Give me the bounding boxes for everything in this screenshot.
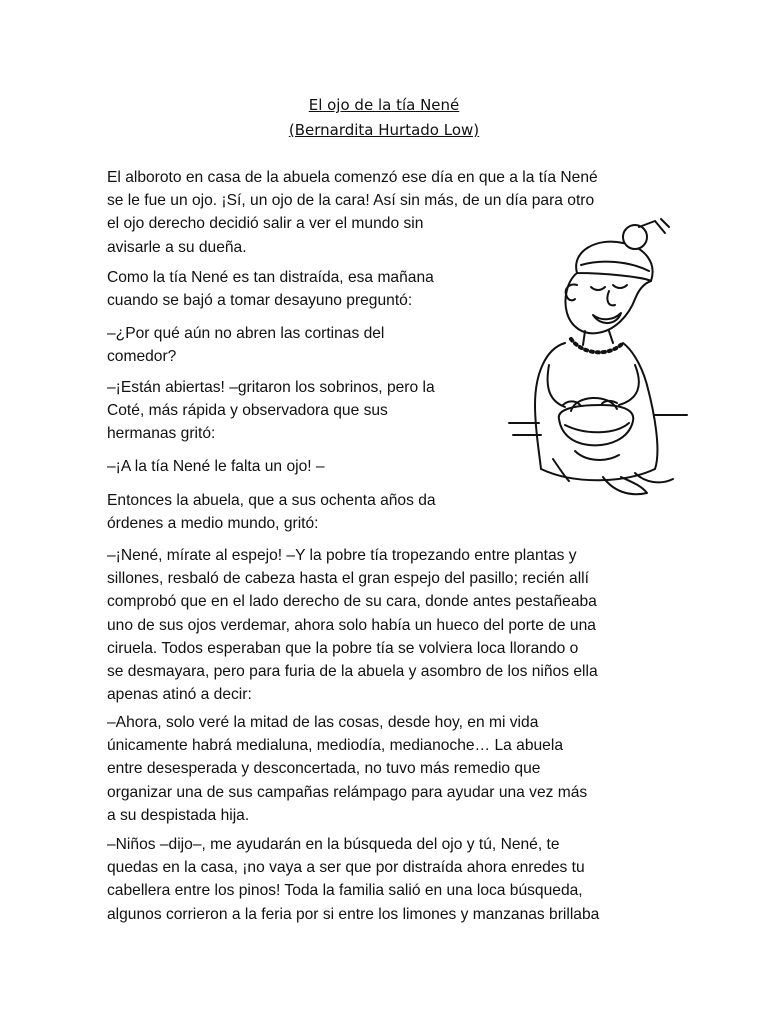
paragraph-8 — [107, 711, 587, 827]
text-line: el ojo derecho decidió salir a ver el mundo sin — [107, 215, 424, 233]
text-line: órdenes a medio mundo, gritó: — [107, 515, 319, 533]
text-line: cuando se bajó a tomar desayuno preguntó: — [107, 292, 413, 310]
text-line: –¿Por qué aún no abren las cortinas del — [107, 325, 385, 342]
text-line: quedas en la casa, ¡no vaya a ser que por distraída ahora enredes tu — [107, 859, 585, 877]
paragraph-2 — [107, 266, 434, 312]
text-line: –¡A la tía Nené le falta un ojo! – — [107, 458, 325, 475]
text-line: apenas atinó a decir: — [107, 686, 252, 704]
text-line: –Ahora, solo veré la mitad de las cosas, desde hoy, en mi vida — [107, 714, 539, 731]
text-line: a su despistada hija. — [107, 806, 250, 824]
text-line: comprobó que en el lado derecho de su cara, donde antes pestañeaba — [107, 593, 597, 611]
text-line: –¡Están abiertas! –gritaron los sobrinos, pero la — [107, 379, 435, 396]
paragraph-7 — [107, 544, 598, 706]
text-line: Como la tía Nené es tan distraída, esa mañana — [107, 269, 434, 286]
text-line: ciruela. Todos esperaban que la pobre tía se volviera loca llorando o — [107, 639, 579, 657]
aunt-illustration — [505, 215, 690, 515]
text-line: únicamente habrá medialuna, mediodía, medianoche… La abuela — [107, 737, 563, 755]
text-line: –¡Nené, mírate al espejo! –Y la pobre tía tropezando entre plantas y — [107, 547, 577, 564]
text-line: avisarle a su dueña. — [107, 238, 247, 256]
text-line: se le fue un ojo. ¡Sí, un ojo de la cara! Así sin más, de un día para otro — [107, 192, 595, 210]
document-title: El ojo de la tía Nené — [308, 96, 460, 114]
text-line: Coté, más rápida y observadora que sus — [107, 402, 388, 420]
text-line: organizar una de sus campañas relámpago para ayudar una vez más — [107, 783, 588, 801]
document-author: (Bernardita Hurtado Low) — [288, 121, 480, 139]
paragraph-3 — [107, 322, 384, 368]
paragraph-5 — [107, 455, 325, 478]
text-line: entre desesperada y desconcertada, no tuvo más remedio que — [107, 760, 541, 778]
text-line: El alboroto en casa de la abuela comenzó ese día en que a la tía Nené — [107, 169, 598, 186]
text-line: algunos corrieron a la feria por si entre los limones y manzanas brillaba — [107, 905, 600, 923]
text-line: cabellera entre los pinos! Toda la familia salió en una loca búsqueda, — [107, 882, 583, 900]
text-line: sillones, resbaló de cabeza hasta el gran espejo del pasillo; recién allí — [107, 570, 589, 588]
text-line: Entonces la abuela, que a sus ochenta años da — [107, 492, 436, 509]
paragraph-6 — [107, 489, 436, 535]
text-line: hermanas gritó: — [107, 425, 216, 443]
text-line: comedor? — [107, 348, 177, 366]
paragraph-4 — [107, 376, 435, 446]
paragraph-9 — [107, 833, 599, 926]
text-line: –Niños –dijo–, me ayudarán en la búsqueda del ojo y tú, Nené, te — [107, 836, 560, 853]
text-line: uno de sus ojos verdemar, ahora solo había un hueco del porte de una — [107, 616, 596, 634]
text-line: se desmayara, pero para furia de la abuela y asombro de los niños ella — [107, 663, 598, 681]
